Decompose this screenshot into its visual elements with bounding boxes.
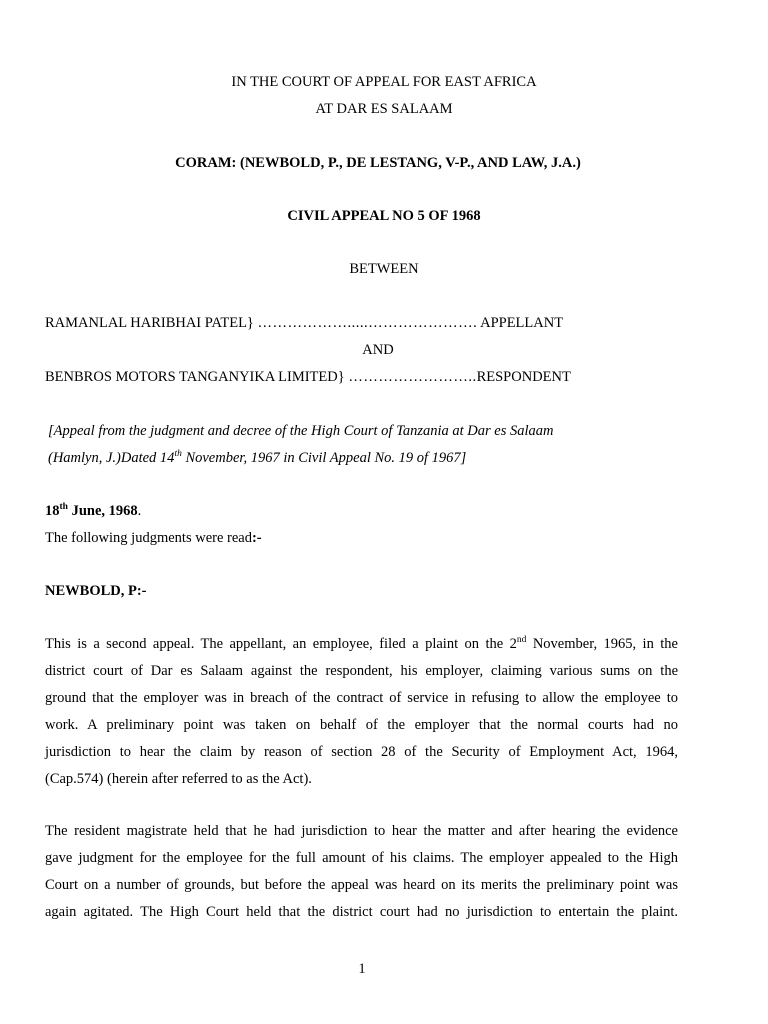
paragraph-1-line: work. A preliminary point was taken on behalf of the employer that the normal courts had no — [45, 717, 678, 733]
judgment-date — [45, 502, 141, 520]
paragraph-1-line: jurisdiction to hear the claim by reason of section 28 of the Security of Employment Act, 1964, — [45, 744, 678, 760]
judgments-intro — [45, 529, 262, 547]
coram-line: CORAM: (NEWBOLD, P., DE LESTANG, V-P., AND LAW, J.A.) — [175, 155, 581, 171]
judge-heading: NEWBOLD, P:- — [45, 583, 147, 599]
paragraph-2-line: again agitated. The High Court held that the district court had no jurisdiction to entertain the plaint. — [45, 904, 678, 920]
case-number: CIVIL APPEAL NO 5 OF 1968 — [287, 208, 481, 224]
paragraph-2-line: Court on a number of grounds, but before the appeal was heard on its merits the preliminary point was — [45, 877, 678, 893]
judgment-date-day: 18 — [45, 503, 60, 519]
court-title: IN THE COURT OF APPEAL FOR EAST AFRICA — [231, 74, 537, 90]
paragraph-1-line: district court of Dar es Salaam against the respondent, his employer, claiming various sums on the — [45, 663, 678, 679]
appellant-name: RAMANLAL HARIBHAI PATEL} — [45, 315, 254, 331]
appeal-note-date-suffix: th — [174, 449, 182, 459]
appellant-line — [45, 314, 563, 332]
court-location: AT DAR ES SALAAM — [315, 101, 453, 117]
respondent-leader-dots: …………………….. — [348, 369, 477, 385]
judgment-date-rest: June, 1968 — [67, 503, 138, 519]
paragraph-1-line: ground that the employer was in breach of the contract of service in refusing to allow the employee to — [45, 690, 678, 706]
appeal-note-date-prefix: (Hamlyn, J.)Dated 14 — [48, 450, 175, 466]
paragraph-1 — [45, 631, 678, 793]
paragraph-1-line — [45, 631, 678, 658]
judgments-intro-text: The following judgments were read — [45, 530, 252, 546]
appeal-note-date-rest: November, 1967 in Civil Appeal No. 19 of 1967] — [181, 450, 467, 466]
appeal-note-line2 — [48, 449, 466, 467]
respondent-name: BENBROS MOTORS TANGANYIKA LIMITED} — [45, 369, 345, 385]
between-label: BETWEEN — [349, 261, 419, 277]
paragraph-1-line1-rest: November, 1965, in the — [526, 636, 678, 652]
respondent-role: RESPONDENT — [476, 369, 571, 385]
appeal-note-line1: [Appeal from the judgment and decree of the High Court of Tanzania at Dar es Salaam — [48, 423, 554, 439]
paragraph-1-line1-text: This is a second appeal. The appellant, an employee, filed a plaint on the 2 — [45, 636, 517, 652]
judgment-date-period: . — [137, 503, 142, 519]
paragraph-2-line: gave judgment for the employee for the full amount of his claims. The employer appealed to the High — [45, 850, 678, 866]
paragraph-1-line: (Cap.574) (herein after referred to as the Act). — [45, 771, 312, 787]
page-number: 1 — [358, 961, 366, 977]
paragraph-2 — [45, 818, 678, 926]
appellant-role: APPELLANT — [480, 315, 564, 331]
judgments-intro-suffix: :- — [251, 530, 262, 546]
and-label: AND — [362, 342, 394, 358]
judgment-date-suffix: th — [59, 502, 68, 512]
respondent-line — [45, 368, 571, 386]
appellant-leader-dots: ……………….....…………………. — [257, 315, 478, 331]
paragraph-1-line1-sup: nd — [516, 635, 527, 645]
paragraph-2-line: The resident magistrate held that he had jurisdiction to hear the matter and after hearing the evidence — [45, 823, 678, 839]
